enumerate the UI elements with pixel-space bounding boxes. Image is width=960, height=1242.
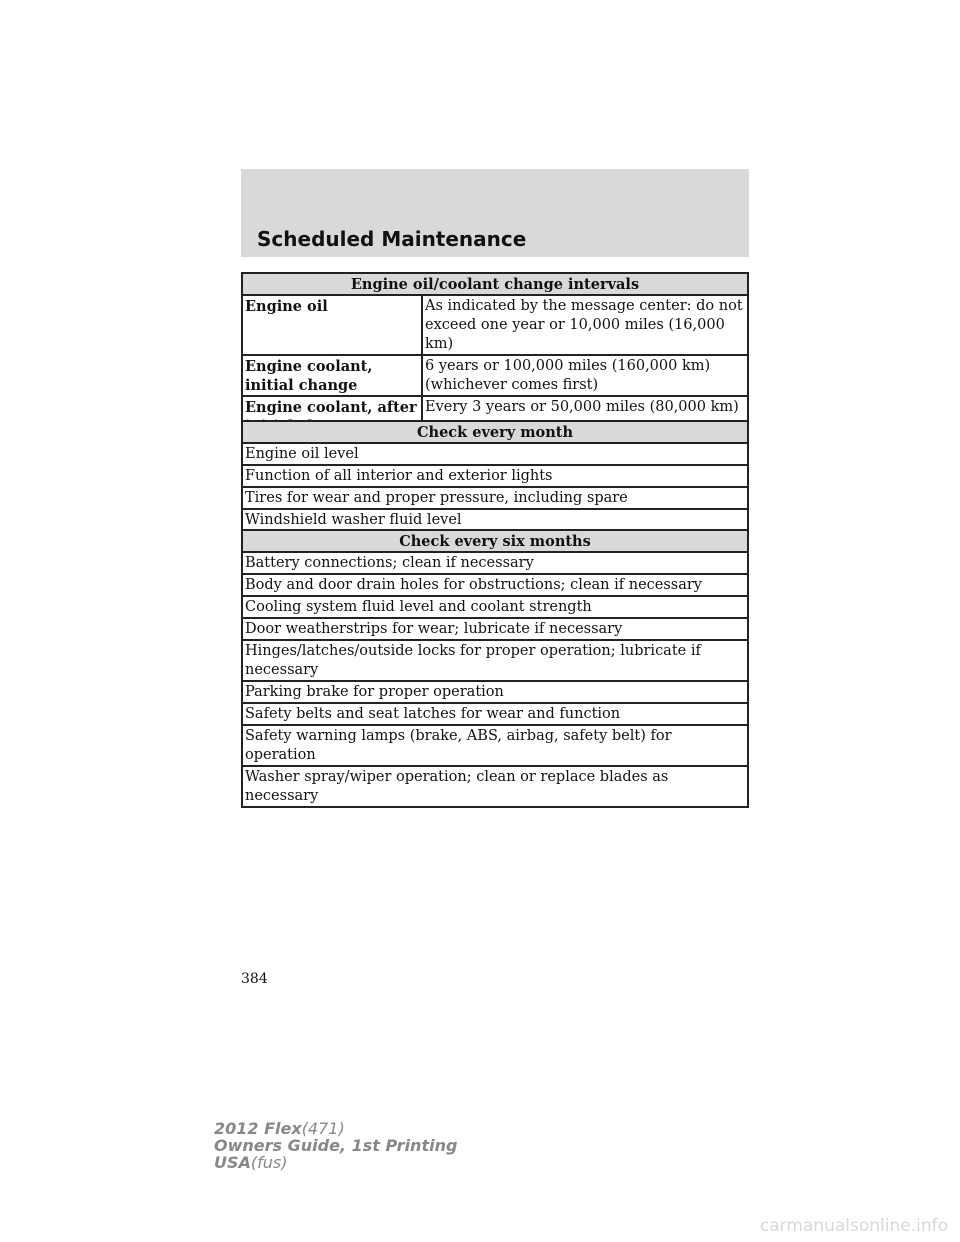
six-month-checks-table — [241, 529, 749, 808]
check-item: Safety belts and seat latches for wear and function — [242, 703, 748, 725]
check-item: Cooling system fluid level and coolant strength — [242, 596, 748, 618]
table-row — [242, 703, 748, 725]
print-footer — [214, 1120, 457, 1171]
interval-label: Engine oil — [242, 295, 422, 355]
intervals-table-title: Engine oil/coolant change intervals — [242, 273, 748, 295]
check-item: Battery connections; clean if necessary — [242, 552, 748, 574]
six-month-table-title: Check every six months — [242, 530, 748, 552]
monthly-table-title: Check every month — [242, 421, 748, 443]
check-item: Parking brake for proper operation — [242, 681, 748, 703]
check-item: Door weatherstrips for wear; lubricate if necessary — [242, 618, 748, 640]
check-item: Safety warning lamps (brake, ABS, airbag, safety belt) for operation — [242, 725, 748, 766]
table-row — [242, 681, 748, 703]
interval-label: Engine coolant, after — [242, 396, 422, 437]
check-item: Windshield washer fluid level — [242, 509, 748, 531]
footer-market-code: (fus) — [250, 1153, 288, 1172]
table-row — [242, 355, 748, 396]
intervals-table — [241, 272, 749, 438]
check-item: Function of all interior and exterior lights — [242, 465, 748, 487]
page-number: 384 — [241, 971, 268, 987]
table-row — [242, 465, 748, 487]
footer-printing: Owners Guide, 1st Printing — [214, 1136, 458, 1155]
check-item: Tires for wear and proper pressure, including spare — [242, 487, 748, 509]
table-row — [242, 618, 748, 640]
check-item: Hinges/latches/outside locks for proper operation; lubricate if necessary — [242, 640, 748, 681]
table-row — [242, 640, 748, 681]
section-title: Scheduled Maintenance — [257, 227, 527, 251]
monthly-checks-table — [241, 420, 749, 532]
section-header-band — [241, 169, 749, 257]
table-row — [242, 443, 748, 465]
check-item: Engine oil level — [242, 443, 748, 465]
interval-value: 6 years or 100,000 miles (160,000 km) (whichever comes first) — [422, 355, 748, 396]
table-row — [242, 509, 748, 531]
table-row — [242, 487, 748, 509]
footer-market: USA — [214, 1153, 251, 1172]
footer-code: (471) — [301, 1119, 345, 1138]
watermark: carmanualsonline.info — [759, 1216, 948, 1236]
footer-model: 2012 Flex — [214, 1119, 302, 1138]
table-row — [242, 552, 748, 574]
table-row — [242, 574, 748, 596]
table-row — [242, 295, 748, 355]
table-row — [242, 596, 748, 618]
check-item: Washer spray/wiper operation; clean or replace blades as necessary — [242, 766, 748, 807]
table-row — [242, 766, 748, 807]
interval-value: As indicated by the message center: do not exceed one year or 10,000 miles (16,000 km) — [422, 295, 748, 355]
table-row — [242, 725, 748, 766]
check-item: Body and door drain holes for obstructions; clean if necessary — [242, 574, 748, 596]
interval-label: Engine coolant, initial change — [242, 355, 422, 396]
interval-value: Every 3 years or 50,000 miles (80,000 km) — [422, 396, 748, 437]
